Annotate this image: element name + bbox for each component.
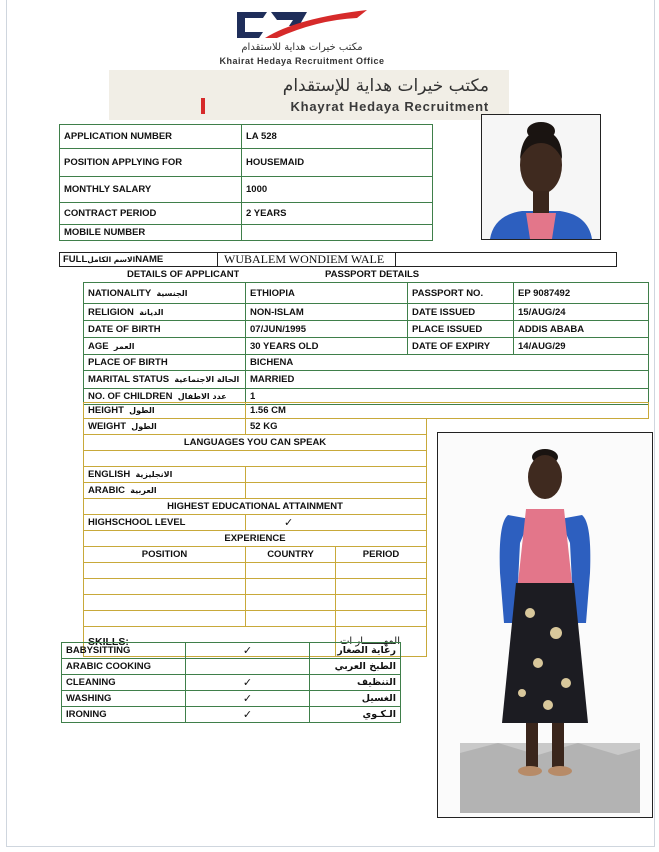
height-cell: HEIGHT الطول: [84, 403, 246, 419]
headshot-portrait-icon: [482, 115, 600, 239]
check-icon: [186, 659, 310, 675]
children-cell: NO. OF CHILDREN عدد الاطفال: [84, 389, 246, 405]
religion-value: NON-ISLAM: [246, 304, 408, 321]
application-number-label: APPLICATION NUMBER: [60, 125, 242, 149]
experience-heading: EXPERIENCE: [84, 531, 427, 547]
marital-cell: MARITAL STATUS الحالة الاجتماعية: [84, 371, 246, 389]
skill-arabic-cooking: ARABIC COOKING: [62, 659, 186, 675]
details-table: [83, 282, 649, 405]
education-check-icon: ✓: [246, 515, 427, 531]
contract-value: 2 YEARS: [242, 203, 433, 225]
pob-value: BICHENA: [246, 355, 649, 371]
full-body-photo: [437, 432, 653, 818]
height-value: 1.56 CM: [246, 403, 649, 419]
salary-label: MONTHLY SALARY: [60, 177, 242, 203]
weight-value: 52 KG: [246, 419, 427, 435]
children-value: 1: [246, 389, 649, 405]
skills-form-table: [83, 418, 427, 657]
logo-mark-icon: [227, 8, 377, 40]
position-value: HOUSEMAID: [242, 149, 433, 177]
check-icon: ✓: [186, 707, 310, 723]
place-issued-value: ADDIS ABABA: [514, 321, 649, 338]
date-issued-value: 15/AUG/24: [514, 304, 649, 321]
skill-cleaning-ar: التنظيف: [310, 675, 401, 691]
full-name-label-box: [60, 253, 218, 266]
languages-heading: LANGUAGES YOU CAN SPEAK: [84, 435, 427, 451]
full-name-value: WUBALEM WONDIEM WALE: [224, 252, 385, 266]
skill-washing: WASHING: [62, 691, 186, 707]
banner-english: Khayrat Hedaya Recruitment: [290, 99, 489, 114]
weight-cell: WEIGHT الطول: [84, 419, 246, 435]
expiry-value: 14/AUG/29: [514, 338, 649, 355]
dob-label: DATE OF BIRTH: [84, 321, 246, 338]
english-cell: ENGLISH الانجليزية: [84, 467, 246, 483]
skill-ironing-ar: الـكـوي: [310, 707, 401, 723]
skill-arabic-cooking-ar: الطبخ العربي: [310, 659, 401, 675]
passport-heading: PASSPORT DETAILS: [325, 270, 420, 280]
details-heading: DETAILS OF APPLICANT: [127, 270, 240, 280]
passport-no-value: EP 9087492: [514, 283, 649, 304]
logo-arabic-text: مكتب خيرات هداية للاستقدام: [241, 42, 363, 53]
pob-label: PLACE OF BIRTH: [84, 355, 246, 371]
office-logo: [157, 8, 447, 66]
mobile-value: [242, 225, 433, 241]
expiry-label: DATE OF EXPIRY: [408, 338, 514, 355]
education-level: HIGHSCHOOL LEVEL: [84, 515, 246, 531]
date-issued-label: DATE ISSUED: [408, 304, 514, 321]
age-cell: AGE العمر: [84, 338, 246, 355]
check-icon: ✓: [186, 643, 310, 659]
skill-babysitting: BABYSITTING: [62, 643, 186, 659]
experience-row: [84, 579, 246, 595]
english-value: [246, 467, 427, 483]
age-value: 30 YEARS OLD: [246, 338, 408, 355]
religion-cell: RELIGION الديانة: [84, 304, 246, 321]
salary-value: 1000: [242, 177, 433, 203]
full-body-portrait-icon: [438, 433, 652, 817]
place-issued-label: PLACE ISSUED: [408, 321, 514, 338]
skill-cleaning: CLEANING: [62, 675, 186, 691]
contract-label: CONTRACT PERIOD: [60, 203, 242, 225]
skills-label: SKILLS:: [84, 627, 336, 657]
dob-value: 07/JUN/1995: [246, 321, 408, 338]
full-name-label-ar: الاسم الكامل: [87, 255, 136, 264]
arabic-value: [246, 483, 427, 499]
arabic-cell: ARABIC العربية: [84, 483, 246, 499]
nationality-value: ETHIOPIA: [246, 283, 408, 304]
cv-page: [6, 0, 655, 847]
experience-country-header: COUNTRY: [246, 547, 336, 563]
banner: [109, 70, 509, 120]
skills-checklist: [61, 642, 401, 723]
skill-babysitting-ar: رعاية الصغار: [310, 643, 401, 659]
check-icon: ✓: [186, 675, 310, 691]
full-name-row: [59, 252, 617, 267]
application-number-value: LA 528: [242, 125, 433, 149]
application-table: [59, 124, 433, 241]
experience-row: [84, 595, 246, 611]
lower-details-table: [83, 402, 649, 419]
skill-ironing: IRONING: [62, 707, 186, 723]
logo-english-text: Khairat Hedaya Recruitment Office: [219, 56, 385, 66]
mobile-label: MOBILE NUMBER: [60, 225, 242, 241]
education-heading: HIGHEST EDUCATIONAL ATTAINMENT: [84, 499, 427, 515]
nationality-cell: NATIONALITY الجنسية: [84, 283, 246, 304]
skills-arabic: المهـــــــار ات: [336, 627, 427, 657]
banner-arabic: مكتب خيرات هداية للإستقدام: [282, 76, 489, 96]
experience-row: [84, 611, 246, 627]
check-icon: ✓: [186, 691, 310, 707]
headshot-photo: [481, 114, 601, 240]
marital-value: MARRIED: [246, 371, 649, 389]
experience-period-header: PERIOD: [336, 547, 427, 563]
banner-accent: [201, 98, 205, 114]
full-name-label-en2: NAME: [135, 254, 164, 265]
experience-row: [84, 563, 246, 579]
passport-no-label: PASSPORT NO.: [408, 283, 514, 304]
skill-washing-ar: الغسيل: [310, 691, 401, 707]
experience-position-header: POSITION: [84, 547, 246, 563]
position-label: POSITION APPLYING FOR: [60, 149, 242, 177]
full-name-label-en1: FULL: [63, 254, 88, 265]
